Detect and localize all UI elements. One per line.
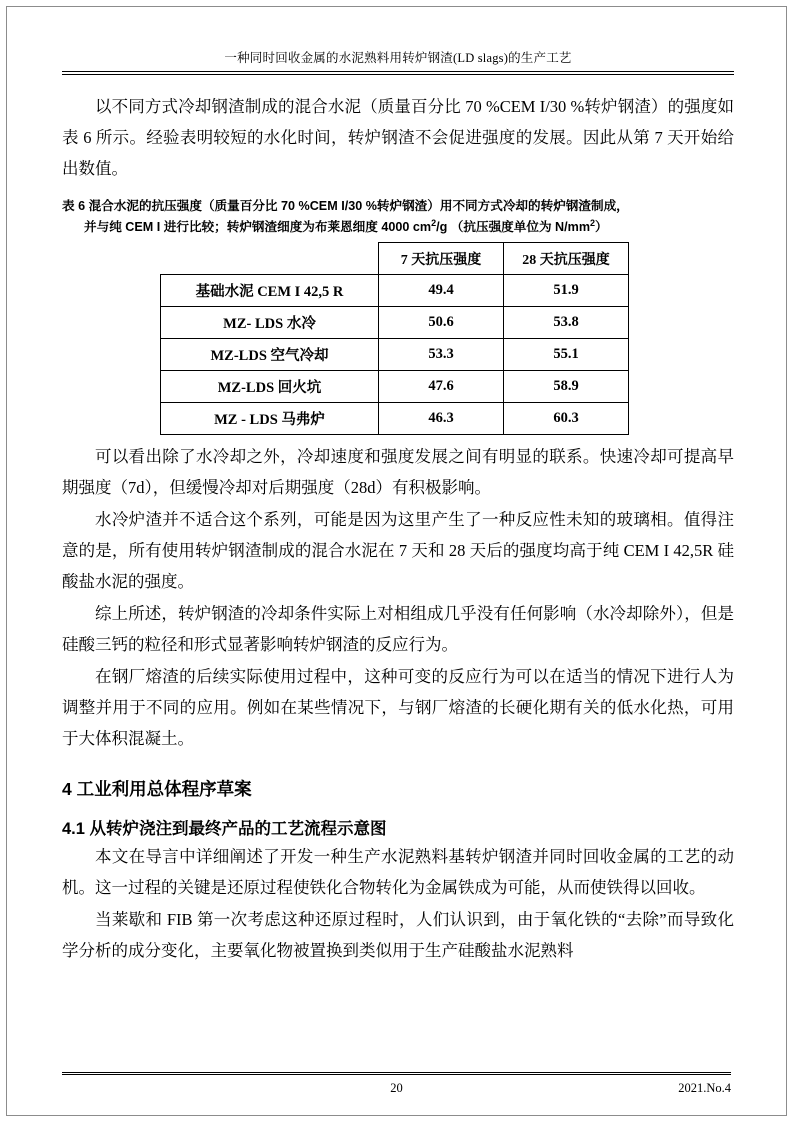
table-row [161,371,629,403]
page-number: 20 [390,1081,403,1095]
paragraph-3: 水冷炉渣并不适合这个系列，可能是因为这里产生了一种反应性未知的玻璃相。值得注意的是，所有使用转炉钢渣制成的混合水泥在 7 天和 28 天后的强度均高于纯 CEM I 42,5R 硅酸盐水泥的强度。 [62,510,734,592]
section-heading-4: 4 工业利用总体程序草案 [62,779,252,800]
table-caption-line2-mid: /g （抗压强度单位为 N/mm [436,220,591,235]
table-row-label: MZ - LDS 马弗炉 [161,403,379,435]
table-row [161,403,629,435]
footer-rule-thick [62,1072,731,1073]
caption-sup-2: 2 [590,218,596,228]
table-row-label: 基础水泥 CEM I 42,5 R [161,275,379,307]
paragraph-6: 本文在导言中详细阐述了开发一种生产水泥熟料基转炉钢渣并同时回收金属的工艺的动机。这一过程的关键是还原过程使铁化合物转化为金属铁成为可能，从而使铁得以回收。 [62,847,734,898]
section-heading-4-1: 4.1 从转炉浇注到最终产品的工艺流程示意图 [62,820,387,839]
table-cell-7d: 46.3 [379,403,504,435]
table-cell-28d: 51.9 [504,275,629,307]
table-cell-28d: 55.1 [504,339,629,371]
table-caption [62,198,734,236]
table-row-label: MZ-LDS 回火坑 [161,371,379,403]
running-head: 一种同时回收金属的水泥熟料用转炉钢渣(LD slags)的生产工艺 [224,51,572,65]
table-row-label: MZ- LDS 水冷 [161,307,379,339]
table-caption-line2-pre: 并与纯 CEM I 进行比较；转炉钢渣细度为布莱恩细度 4000 cm [84,220,432,235]
table-caption-line2-end: ） [595,220,608,235]
table-row-label: MZ-LDS 空气冷却 [161,339,379,371]
footer-rule-thin [62,1074,731,1075]
table-caption-line1: 表 6 混合水泥的抗压强度（质量百分比 70 %CEM I/30 %转炉钢渣）用不同方式冷却的转炉钢渣制成， [62,199,629,213]
table-row [161,339,629,371]
header-rule-thin [62,74,734,75]
page-content [62,48,734,967]
table-corner-cell [161,243,379,275]
compressive-strength-table [160,242,629,435]
paragraph-7: 当莱歇和 FIB 第一次考虑这种还原过程时，人们认识到，由于氧化铁的“去除”而导致化学分析的成分变化，主要氧化物被置换到类似用于生产硅酸盐水泥熟料 [62,910,734,961]
paragraph-5: 在钢厂熔渣的后续实际使用过程中，这种可变的反应行为可以在适当的情况下进行人为调整并用于不同的应用。例如在某些情况下，与钢厂熔渣的长硬化期有关的低水化热，可用于大体积混凝土。 [62,667,734,749]
table-cell-28d: 60.3 [504,403,629,435]
table-cell-7d: 47.6 [379,371,504,403]
page-footer [62,1072,731,1096]
table-cell-28d: 58.9 [504,371,629,403]
table-row [161,275,629,307]
paragraph-1: 以不同方式冷却钢渣制成的混合水泥（质量百分比 70 %CEM I/30 %转炉钢渣）的强度如表 6 所示。经验表明较短的水化时间，转炉钢渣不会促进强度的发展。因此从第 7 天开始给出数值。 [62,97,734,178]
paragraph-4: 综上所述，转炉钢渣的冷却条件实际上对相组成几乎没有任何影响（水冷却除外），但是硅酸三钙的粒径和形式显著影响转炉钢渣的反应行为。 [62,604,734,655]
caption-sup-1: 2 [431,218,437,228]
header-rule-thick [62,71,734,72]
table-header-row [161,243,629,275]
table-cell-7d: 50.6 [379,307,504,339]
issue-label: 2021.No.4 [678,1081,731,1095]
table-header-28d: 28 天抗压强度 [504,243,629,275]
paragraph-2: 可以看出除了水冷却之外，冷却速度和强度发展之间有明显的联系。快速冷却可提高早期强度（7d），但缓慢冷却对后期强度（28d）有积极影响。 [62,447,734,498]
table-cell-7d: 49.4 [379,275,504,307]
table-cell-28d: 53.8 [504,307,629,339]
table-header-7d: 7 天抗压强度 [379,243,504,275]
table-cell-7d: 53.3 [379,339,504,371]
table-row [161,307,629,339]
